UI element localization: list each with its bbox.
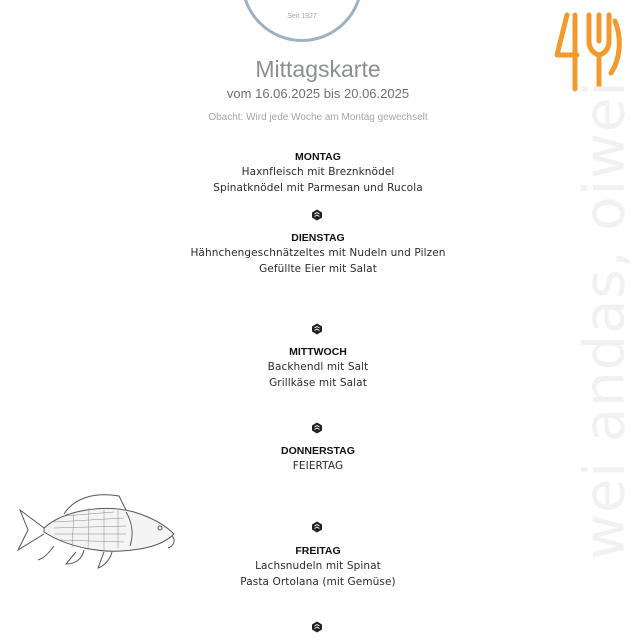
hop-icon bbox=[311, 422, 323, 434]
dish: Gefüllte Eier mit Salat bbox=[259, 263, 377, 275]
dish: Spinatknödel mit Parmesan und Rucola bbox=[213, 182, 423, 194]
dish: Grillkäse mit Salat bbox=[269, 377, 367, 389]
fish-illustration bbox=[14, 488, 182, 570]
day-name: MONTAG bbox=[295, 151, 341, 163]
dish: Haxnfleisch mit Breznknödel bbox=[241, 166, 395, 178]
dish: FEIERTAG bbox=[292, 460, 344, 472]
dish: Pasta Ortolana (mit Gemüse) bbox=[240, 576, 396, 588]
hop-icon bbox=[311, 621, 323, 633]
restaurant-logo bbox=[241, 0, 363, 42]
page-title: Mittagskarte bbox=[255, 56, 381, 82]
day-name: DIENSTAG bbox=[291, 232, 345, 244]
menu-note: Obacht: Wird jede Woche am Montag gewechselt bbox=[208, 112, 428, 123]
watermark-text: wei andas, oiwei bbox=[572, 80, 638, 560]
day-thursday bbox=[0, 445, 636, 474]
dish: Hähnchengeschnätzeltes mit Nudeln und Pilzen bbox=[190, 247, 446, 259]
day-monday bbox=[0, 151, 636, 196]
day-name: MITTWOCH bbox=[289, 346, 347, 358]
day-tuesday bbox=[0, 232, 636, 277]
dish: Backhendl mit Salt bbox=[267, 361, 369, 373]
hop-icon bbox=[311, 521, 323, 533]
day-name: DONNERSTAG bbox=[281, 445, 355, 457]
hop-icon bbox=[311, 323, 323, 335]
hop-icon bbox=[311, 209, 323, 221]
logo-since-text: Seit 1927 bbox=[287, 13, 317, 20]
day-name: FREITAG bbox=[295, 545, 341, 557]
day-wednesday bbox=[0, 346, 636, 391]
dish: Lachsnudeln mit Spinat bbox=[255, 560, 381, 572]
date-range: vom 16.06.2025 bis 20.06.2025 bbox=[226, 86, 410, 101]
